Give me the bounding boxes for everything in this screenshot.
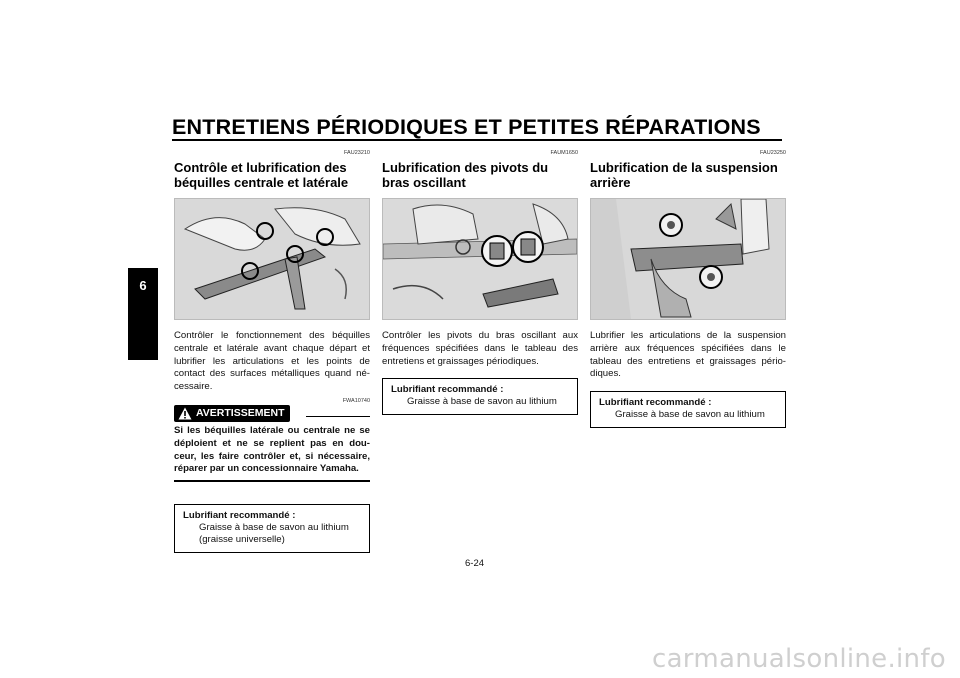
title-rule xyxy=(172,139,782,141)
section-code: FAUM1650 xyxy=(550,150,578,156)
section-kickstand xyxy=(174,150,370,553)
section-heading: Contrôle et lubrification des béquilles centrale et latérale xyxy=(174,160,349,190)
page-number: 6-24 xyxy=(465,558,485,569)
lubricant-box xyxy=(174,504,370,553)
swingarm-pivot-photo xyxy=(382,198,578,320)
section-heading: Lubrification des pivots du bras oscillant xyxy=(382,160,549,190)
lubricant-label: Lubrifiant recommandé : xyxy=(183,510,296,522)
warning-triangle-icon xyxy=(178,407,192,420)
section-body: Lubrifier les articulations de la suspension arrière aux fréquences spécifiées dans le tableau des entretiens et graissages pério-diques. xyxy=(590,330,786,380)
lubricant-label: Lubrifiant recommandé : xyxy=(599,397,712,409)
lubricant-line: Graisse à base de savon au lithium xyxy=(407,396,557,408)
section-body: Contrôler le fonctionnement des béquilles centrale et latérale avant chaque départ et lubrifier les articulations et les points de contact des surfaces métalliques quand né-cessaire. xyxy=(174,330,370,393)
lubricant-label: Lubrifiant recommandé : xyxy=(391,384,504,396)
chapter-number: 6 xyxy=(139,278,147,293)
section-heading: Lubrification de la suspension arrière xyxy=(590,160,778,190)
kickstand-photo xyxy=(174,198,370,320)
warning-text: Si les béquilles latérale ou centrale ne se déploient et ne se replient pas en dou-ceur, les faire contrôler et, si nécessaire, réparer par un concessionnaire Yamaha. xyxy=(174,425,370,482)
page-title: ENTRETIENS PÉRIODIQUES ET PETITES RÉPARATIONS xyxy=(172,115,761,139)
watermark[interactable]: carmanualsonline.info xyxy=(651,644,946,674)
section-body: Contrôler les pivots du bras oscillant aux fréquences spécifiées dans le tableau des entretiens et graissages périodiques. xyxy=(382,330,578,367)
lubricant-line: Graisse à base de savon au lithium xyxy=(199,522,349,534)
lubricant-line: (graisse universelle) xyxy=(199,534,285,546)
lubricant-box xyxy=(382,378,578,415)
warning-label: AVERTISSEMENT xyxy=(196,407,285,420)
chapter-tab[interactable] xyxy=(128,268,158,360)
lubricant-box xyxy=(590,391,786,428)
section-swingarm xyxy=(382,150,578,415)
warning-badge xyxy=(174,405,290,422)
lubricant-line: Graisse à base de savon au lithium xyxy=(615,409,765,421)
section-code: FAU23250 xyxy=(760,150,786,156)
rear-suspension-photo xyxy=(590,198,786,320)
section-code: FAU23210 xyxy=(344,150,370,156)
warning-rule xyxy=(306,416,370,417)
warning-code: FWA10740 xyxy=(342,397,370,404)
section-rear-suspension xyxy=(590,150,786,428)
